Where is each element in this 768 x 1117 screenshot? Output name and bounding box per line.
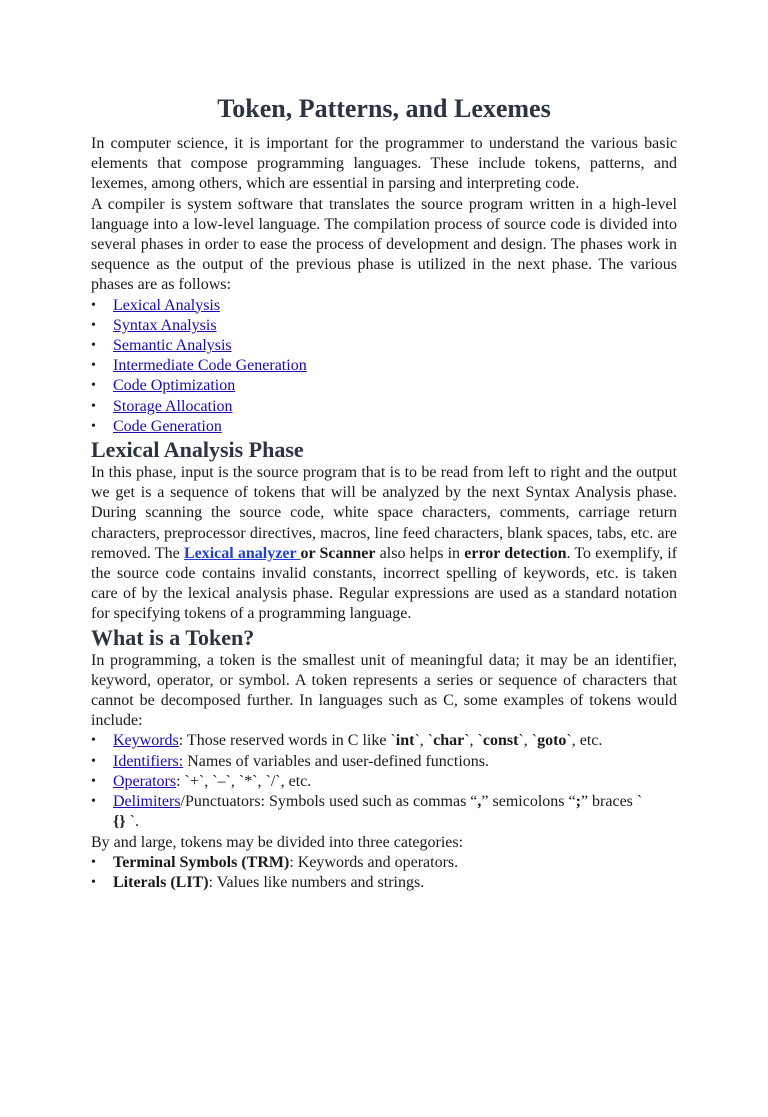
phase-link-syntax-analysis[interactable]: Syntax Analysis <box>113 316 217 334</box>
lexical-analyzer-link[interactable]: Lexical analyzer <box>183 544 301 562</box>
delimiters-link[interactable]: Delimiters <box>113 793 181 811</box>
list-item <box>113 316 677 336</box>
list-item <box>113 356 677 376</box>
categories-intro: By and large, tokens may be divided into three categories: <box>91 833 464 851</box>
list-item <box>113 336 677 356</box>
list-item <box>113 376 677 396</box>
phase-link-code-generation[interactable]: Code Generation <box>113 417 222 435</box>
list-item <box>113 296 677 316</box>
list-item: • Keywords: Those reserved words in C like `int`, `char`, `const`, `goto`, etc. <box>113 731 677 751</box>
categories-list <box>91 853 677 893</box>
keywords-link[interactable]: Keywords <box>113 732 179 750</box>
phase-link-code-optimization[interactable]: Code Optimization <box>113 377 236 395</box>
list-item: • Delimiters/Punctuators: Symbols used such as commas “,” semicolons “;” braces ` {} `. <box>113 792 677 832</box>
intro-paragraph-1: In computer science, it is important for the programmer to understand the various basic elements that compose programming languages. These include tokens, patterns, and lexemes, among others, which are essential in parsing and interpreting code. <box>91 135 677 193</box>
list-item: • Literals (LIT): Values like numbers and strings. <box>113 873 677 893</box>
lexical-analysis-paragraph: In this phase, input is the source program that is to be read from left to right and the output we get is a sequence of tokens that will be analyzed by the next Syntax Analysis phase. During scanning the source code, white space characters, comments, carriage return characters, preprocessor directives, macros, line feed characters, blank spaces, tabs, etc. are removed. The Lexical analyzer or Scanner also helps in error detection. To exemplify, if the source code contains invalid constants, incorrect spelling of keywords, etc. is taken care of by the lexical analysis phase. Regular expressions are used as a standard notation for specifying tokens of a programming language. <box>91 464 678 623</box>
list-item: • Identifiers: Names of variables and user-defined functions. <box>113 752 677 772</box>
phase-link-intermediate-code-generation[interactable]: Intermediate Code Generation <box>113 357 307 375</box>
list-item: • Terminal Symbols (TRM): Keywords and operators. <box>113 853 677 873</box>
list-item: • Operators: `+`, `–`, `*`, `/`, etc. <box>113 772 677 792</box>
what-is-token-heading: What is a Token? <box>91 624 255 650</box>
phases-list <box>91 296 677 437</box>
token-paragraph: In programming, a token is the smallest unit of meaningful data; it may be an identifier, keyword, operator, or symbol. A token represents a series or sequence of characters that cannot be decomposed further. In languages such as C, some examples of tokens would include: <box>91 651 677 730</box>
lexical-analysis-heading: Lexical Analysis Phase <box>91 437 304 463</box>
token-examples-list <box>91 731 677 832</box>
page-title: Token, Patterns, and Lexemes <box>217 94 551 123</box>
list-item <box>113 417 677 437</box>
phase-link-semantic-analysis[interactable]: Semantic Analysis <box>113 337 232 355</box>
document-page <box>0 93 768 893</box>
operators-link[interactable]: Operators <box>113 772 177 790</box>
list-item <box>113 397 677 417</box>
phase-link-lexical-analysis[interactable]: Lexical Analysis <box>113 296 221 314</box>
phase-link-storage-allocation[interactable]: Storage Allocation <box>113 397 233 415</box>
identifiers-link[interactable]: Identifiers: <box>113 752 184 770</box>
intro-paragraph-2: A compiler is system software that translates the source program written in a high-level language into a low-level language. The compilation process of source code is divided into several phases in order to ease the process of development and design. The phases work in sequence as the output of the previous phase is utilized in the next phase. The various phases are as follows: <box>91 195 677 294</box>
